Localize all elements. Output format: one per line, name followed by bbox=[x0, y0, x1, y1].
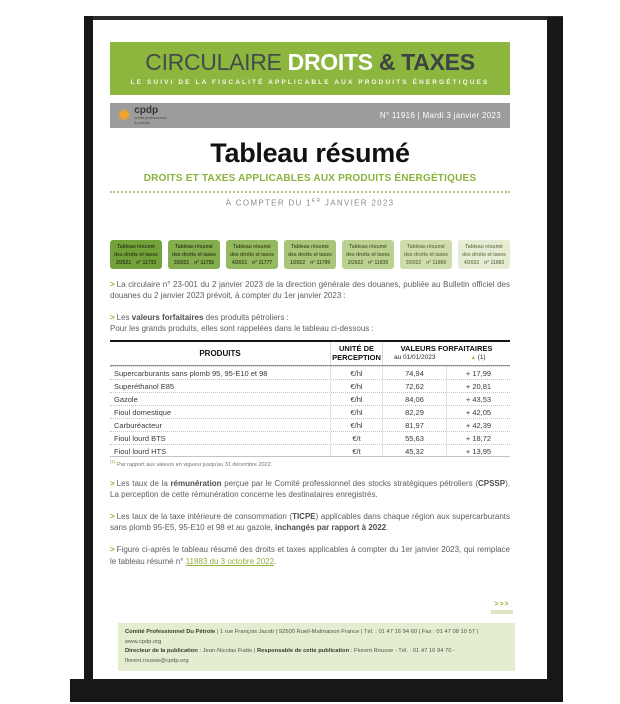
p2-line2: Pour les grands produits, elles sont rappelées dans le tableau ci-dessous : bbox=[110, 324, 374, 334]
effective-date bbox=[110, 198, 510, 208]
page-subtitle: DROITS ET TAXES APPLICABLES AUX PRODUITS ÉNERGÉTIQUES bbox=[143, 173, 477, 184]
table-header bbox=[110, 342, 510, 366]
p3-bold2: CPSSP bbox=[477, 478, 506, 488]
paragraph-ticpe bbox=[110, 511, 510, 534]
archive-tab-2-2022[interactable] bbox=[342, 240, 394, 269]
footer-responsible-label: Responsable de cette publication bbox=[257, 648, 350, 655]
issue-bar bbox=[110, 103, 510, 128]
archive-tabs-row bbox=[110, 240, 510, 269]
unite-line2: PERCEPTION bbox=[332, 353, 381, 363]
cell-product: Fioul domestique bbox=[114, 407, 172, 417]
continuation-marker[interactable] bbox=[491, 601, 513, 614]
footer-director-label: Directeur de la publication bbox=[125, 648, 198, 655]
green-chevron-icon: > bbox=[110, 511, 115, 521]
p2-bold: valeurs forfaitaires bbox=[131, 312, 204, 322]
up-triangle-icon: ▲ bbox=[470, 355, 476, 362]
paragraph-valeurs bbox=[110, 312, 510, 335]
cell-unit: €/hl bbox=[330, 367, 382, 379]
subheader-delta-label: (1) bbox=[475, 354, 486, 362]
footnote-text: Par rapport aux valeurs en vigueur jusqu'au 31 décembre 2022. bbox=[115, 461, 273, 468]
subheader-delta bbox=[447, 354, 511, 361]
cell-delta: + 42,39 bbox=[446, 419, 510, 431]
tab-period: 2/2022 bbox=[347, 259, 364, 266]
cell-value: 81,97 bbox=[382, 419, 446, 431]
cell-value: 45,32 bbox=[382, 445, 446, 456]
footer-contact-info: | 1 rue François Jacob | 92500 Rueil-Malmaison France | Tél. : 01 47 16 94 60 | Fax : 01 47 08 10 57 | www.cpdp.org bbox=[125, 629, 479, 645]
valeurs-subheaders bbox=[383, 353, 510, 363]
continuation-chevrons: >>> bbox=[494, 601, 510, 608]
valeurs-forfaitaires-table bbox=[110, 340, 510, 457]
tab-period: 3/2022 bbox=[405, 259, 422, 266]
tab-line1: Tableau résumé bbox=[407, 243, 445, 250]
cell-delta: + 17,99 bbox=[446, 367, 510, 379]
p3-mid: perçue par le Comité professionnel des stocks stratégiques pétroliers ( bbox=[221, 478, 478, 488]
p4-mid: ) applicables dans chaque région aux supercarburants sans plomb 95-E5, 95-E10 et 98 et au gazole, bbox=[110, 511, 510, 533]
tab-line2: des droits et taxes bbox=[404, 251, 448, 258]
table-row bbox=[110, 366, 510, 379]
archive-tab-3-2022[interactable] bbox=[400, 240, 452, 269]
green-chevron-icon: > bbox=[110, 312, 115, 322]
green-chevron-icon: > bbox=[110, 279, 115, 289]
p5-pre: Figure ci-après le tableau résumé des droits et taxes applicables à compter du 1er janvier 2023, qui remplace le tableau résumé n° bbox=[110, 544, 510, 566]
p2-pre: Les bbox=[116, 312, 132, 322]
cell-product: Superéthanol E85 bbox=[114, 381, 175, 391]
tab-period: 3/2021 bbox=[173, 259, 190, 266]
cell-value: 74,94 bbox=[382, 367, 446, 379]
p4-post: . bbox=[386, 523, 389, 533]
cell-product: Carburéacteur bbox=[114, 420, 162, 430]
page-content bbox=[110, 20, 510, 567]
cell-delta: + 42,05 bbox=[446, 406, 510, 418]
cell-value: 72,62 bbox=[382, 380, 446, 392]
issue-number-date: N° 11916 | Mardi 3 janvier 2023 bbox=[379, 111, 501, 120]
p4-bold2: inchangés par rapport à 2022 bbox=[275, 523, 387, 533]
tab-line1: Tableau résumé bbox=[117, 243, 155, 250]
cell-unit: €/t bbox=[330, 445, 382, 456]
page-title: Tableau résumé bbox=[210, 138, 410, 168]
table-row bbox=[110, 379, 510, 392]
p3-pre: Les taux de la bbox=[116, 478, 171, 488]
paragraph-remuneration bbox=[110, 478, 510, 501]
paragraph-circulaire-text: La circulaire n° 23-001 du 2 janvier 2023 de la direction générale des douanes, publiée au Bulletin officiel des douanes du 2 janvier 2023 prévoit, à compter du 1er janvier 2023 : bbox=[110, 279, 510, 301]
col-header-produits: PRODUITS bbox=[199, 348, 241, 358]
cell-product: Fioul lourd BTS bbox=[114, 433, 166, 443]
tab-ref bbox=[400, 259, 452, 267]
frame-bottom-edge bbox=[70, 679, 563, 702]
tab-period: 1/2022 bbox=[289, 259, 306, 266]
cell-unit: €/hl bbox=[330, 419, 382, 431]
tab-ref bbox=[458, 259, 510, 267]
table-row bbox=[110, 431, 510, 444]
tab-line2: des droits et taxes bbox=[346, 251, 390, 258]
tab-number: n° 11835 bbox=[368, 259, 389, 266]
p4-bold1: TICPE bbox=[292, 511, 316, 521]
cpdp-star-icon: ✹ bbox=[117, 106, 132, 125]
col-header-valeurs bbox=[382, 342, 510, 365]
archive-tab-4-2022[interactable] bbox=[458, 240, 510, 269]
tab-line1: Tableau résumé bbox=[175, 243, 213, 250]
col-header-unite bbox=[330, 342, 382, 365]
tab-ref bbox=[168, 259, 220, 267]
footer-org-name: Comité Professionnel Du Pétrole bbox=[125, 629, 216, 635]
tab-number: n° 11860 bbox=[426, 259, 447, 266]
footer-line2 bbox=[125, 647, 508, 666]
tab-line1: Tableau résumé bbox=[291, 243, 329, 250]
frame-left-edge bbox=[84, 16, 93, 690]
footer-responsible-info: : Florent Rousse - Tél. : 01 47 16 94 70 - florent.rousse@cpdp.org bbox=[125, 648, 456, 664]
cpdp-logo-name: cpdp bbox=[134, 105, 159, 117]
tab-period: 4/2022 bbox=[463, 259, 480, 266]
tab-line1: Tableau résumé bbox=[233, 243, 271, 250]
frame-right-edge bbox=[547, 17, 563, 696]
masthead-tagline: LE SUIVI DE LA FISCALITÉ APPLICABLE AUX PRODUITS ÉNERGÉTIQUES bbox=[130, 79, 490, 87]
green-chevron-icon: > bbox=[110, 478, 115, 488]
footnote-sup: (1) bbox=[110, 458, 116, 464]
dotted-divider bbox=[110, 191, 510, 193]
cpdp-logo-text bbox=[134, 106, 168, 124]
document-page bbox=[93, 20, 547, 679]
paragraph-circulaire bbox=[110, 279, 510, 302]
effective-date-pre: À COMPTER DU 1 bbox=[225, 198, 312, 208]
page-footer bbox=[118, 623, 515, 671]
p4-pre: Les taux de la taxe intérieure de consommation ( bbox=[116, 511, 293, 521]
tab-line2: des droits et taxes bbox=[230, 251, 274, 258]
effective-date-post: JANVIER 2023 bbox=[321, 198, 395, 208]
cpdp-logo bbox=[117, 106, 168, 124]
table-row bbox=[110, 392, 510, 405]
tab-ref bbox=[110, 259, 162, 267]
tab-line2: des droits et taxes bbox=[288, 251, 332, 258]
tab-ref bbox=[284, 259, 336, 267]
archive-tab-1-2022[interactable] bbox=[284, 240, 336, 269]
masthead-banner bbox=[110, 42, 510, 95]
cell-product: Supercarburants sans plomb 95, 95-E10 et 98 bbox=[114, 368, 268, 378]
archive-tab-2-2021[interactable] bbox=[110, 240, 162, 269]
masthead-word-circulaire: CIRCULAIRE bbox=[145, 49, 288, 75]
tab-line2: des droits et taxes bbox=[462, 251, 506, 258]
p5-post: . bbox=[274, 556, 277, 566]
tab-number: n° 11733 bbox=[136, 259, 157, 266]
cell-delta: + 13,95 bbox=[446, 445, 510, 456]
tab-number: n° 11883 bbox=[484, 259, 505, 266]
subheader-date: au 01/01/2023 bbox=[393, 354, 436, 362]
archive-tab-3-2021[interactable] bbox=[168, 240, 220, 269]
p3-post: ). La perception de cette rémunération concerne les destinataires enregistrés. bbox=[110, 478, 510, 500]
tab-number: n° 11799 bbox=[310, 259, 331, 266]
cell-value: 84,06 bbox=[382, 393, 446, 405]
paragraph-figure bbox=[110, 544, 510, 567]
cell-unit: €/hl bbox=[330, 406, 382, 418]
cell-value: 55,63 bbox=[382, 432, 446, 444]
p3-bold1: rémunération bbox=[170, 478, 222, 488]
masthead-title bbox=[110, 50, 510, 75]
table-row bbox=[110, 444, 510, 457]
link-tableau-11883[interactable]: 11883 du 3 octobre 2022 bbox=[185, 556, 275, 566]
continuation-strip bbox=[491, 610, 513, 614]
cell-delta: + 43,53 bbox=[446, 393, 510, 405]
tab-number: n° 11777 bbox=[252, 259, 273, 266]
masthead-word-taxes: & TAXES bbox=[372, 49, 475, 75]
tab-line1: Tableau résumé bbox=[349, 243, 387, 250]
footer-line1 bbox=[125, 628, 508, 647]
tab-period: 4/2021 bbox=[231, 259, 248, 266]
tab-line2: des droits et taxes bbox=[114, 251, 158, 258]
tab-line2: des droits et taxes bbox=[172, 251, 216, 258]
tab-ref bbox=[342, 259, 394, 267]
masthead-word-droits: DROITS bbox=[287, 49, 373, 75]
cell-product: Fioul lourd HTS bbox=[114, 446, 167, 456]
cell-product: Gazole bbox=[114, 394, 138, 404]
cell-unit: €/hl bbox=[330, 393, 382, 405]
green-chevron-icon: > bbox=[110, 544, 115, 554]
unite-line1: UNITÉ DE bbox=[338, 344, 374, 354]
table-row bbox=[110, 405, 510, 418]
tab-period: 2/2021 bbox=[115, 259, 132, 266]
cell-delta: + 18,72 bbox=[446, 432, 510, 444]
tab-ref bbox=[226, 259, 278, 267]
cell-delta: + 20,81 bbox=[446, 380, 510, 392]
table-footnote bbox=[110, 459, 510, 468]
valeurs-group-title: VALEURS FORFAITAIRES bbox=[400, 344, 493, 354]
cell-unit: €/hl bbox=[330, 380, 382, 392]
archive-tab-4-2021[interactable] bbox=[226, 240, 278, 269]
tab-line1: Tableau résumé bbox=[465, 243, 503, 250]
p2-post: des produits pétroliers : bbox=[203, 312, 289, 322]
cell-unit: €/t bbox=[330, 432, 382, 444]
tab-number: n° 11755 bbox=[194, 259, 215, 266]
cell-value: 82,29 bbox=[382, 406, 446, 418]
footer-director-name: : Jean-Nicolas Fiatte | bbox=[197, 648, 257, 655]
cpdp-logo-subtext: comité professionnel du pétrole bbox=[134, 116, 167, 125]
table-row bbox=[110, 418, 510, 431]
effective-date-sup: ER bbox=[311, 198, 322, 204]
